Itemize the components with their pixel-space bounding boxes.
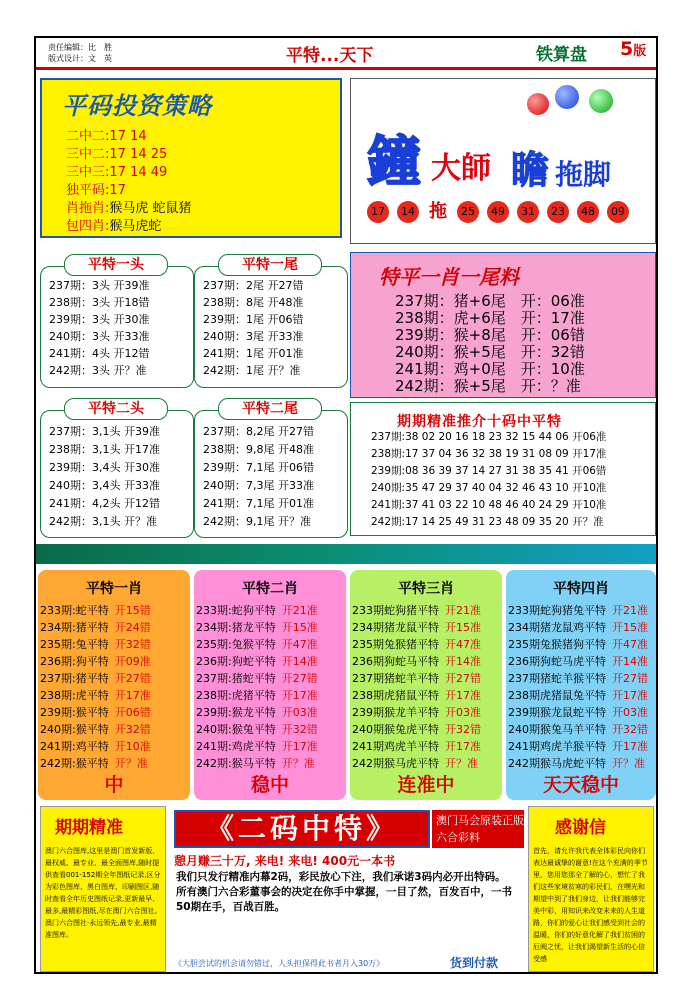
row-result: 开03准	[281, 706, 318, 719]
row-label: 242期:猴马平特	[196, 757, 276, 770]
column-four-zodiac	[506, 570, 656, 800]
row-result: 开03准	[612, 706, 648, 719]
column-row	[508, 721, 648, 738]
row-result: 开17准	[612, 689, 648, 702]
strategy-key: 包四肖:	[66, 219, 110, 234]
master-number: 09	[607, 201, 629, 223]
card-title: 平特二尾	[218, 398, 322, 420]
thanks-letter	[528, 806, 654, 972]
card-title: 平特一头	[64, 254, 168, 276]
column-row	[40, 619, 151, 636]
row-label: 241期鸡虎羊平特	[352, 740, 439, 753]
row-result: 开17准	[281, 689, 318, 702]
row-label: 241期鸡虎羊猴平特	[508, 740, 606, 753]
row-label: 238期虎猪鼠平特	[352, 689, 439, 702]
row-label: 238期:虎猪平特	[196, 689, 276, 702]
column-row	[40, 687, 151, 704]
column-row	[352, 653, 481, 670]
strategy-key: 三中二:	[66, 147, 110, 162]
row-label: 235期:兔平特	[40, 638, 109, 651]
ad-title: 《二码中特》	[174, 810, 430, 848]
divider-stripe	[36, 544, 656, 564]
record-line: 237期：8,2尾 开27错	[203, 425, 314, 438]
row-result: 开32错	[114, 723, 151, 736]
column-row	[508, 670, 648, 687]
row-result: 开03准	[445, 706, 481, 719]
row-label: 235期:兔猴平特	[196, 638, 276, 651]
master-number: 17	[367, 201, 389, 223]
column-row	[352, 687, 481, 704]
special-line: 241期：鸡+0尾 开：10准	[395, 360, 585, 378]
card-pt-wei	[194, 266, 348, 388]
column-row	[508, 619, 648, 636]
page-number-unit: 版	[633, 44, 647, 59]
column-row	[508, 636, 648, 653]
row-result: 开47准	[281, 638, 318, 651]
record-line: 242期：1尾 开？准	[203, 364, 301, 377]
column-footer: 天天稳中	[542, 774, 619, 796]
strategy-value: 17 14	[109, 129, 147, 144]
thanks-title: 感谢信	[555, 818, 606, 838]
column-title: 平特二肖	[242, 581, 298, 597]
strategy-box	[40, 78, 342, 238]
row-label: 239期猴龙羊平特	[352, 706, 439, 719]
special-line: 237期：猪+6尾 开：06准	[395, 292, 585, 310]
record-line: 237期：3,1头 开39准	[49, 425, 160, 438]
row-result: 开09准	[114, 655, 151, 668]
editor-name: 责任编辑：比 胜	[48, 43, 112, 52]
record-line: 240期：3,4头 开33准	[49, 479, 160, 492]
row-label: 240期猴兔马羊平特	[508, 723, 606, 736]
column-footer: 稳中	[250, 774, 289, 796]
ten-code-line: 237期:38 02 20 16 18 23 32 15 44 06 开06准	[371, 431, 607, 443]
record-line: 241期：1尾 开01准	[203, 347, 304, 360]
newspaper-page	[34, 36, 658, 974]
column-row	[40, 653, 151, 670]
record-line: 239期：1尾 开06错	[203, 313, 304, 326]
promo-left	[40, 806, 166, 972]
row-label: 234期猪龙鼠平特	[352, 621, 439, 634]
row-label: 240期:猴平特	[40, 723, 109, 736]
row-result: 开21准	[612, 604, 648, 617]
strategy-title: 平码投资策略	[62, 92, 212, 120]
ten-code-box	[350, 402, 656, 536]
row-label: 239期:猴平特	[40, 706, 109, 719]
row-label: 233期:蛇平特	[40, 604, 109, 617]
row-result: 开17准	[114, 689, 151, 702]
record-line: 241期：7,1尾 开01准	[203, 497, 314, 510]
column-row	[508, 602, 648, 619]
column-three-zodiac	[350, 570, 502, 800]
row-result: 开10准	[114, 740, 151, 753]
column-row	[40, 602, 151, 619]
master-number: 25	[457, 201, 479, 223]
ten-code-line: 242期:17 14 25 49 31 23 48 09 35 20 开？准	[371, 516, 604, 528]
row-label: 233期蛇狗猪兔平特	[508, 604, 606, 617]
column-row	[196, 602, 318, 619]
ad-slogan: 憩月赚三十万, 来电! 来电! 400元一本书	[174, 854, 396, 868]
card-two-wei	[194, 410, 348, 538]
card-pt-tou	[40, 266, 194, 388]
ad-box	[170, 806, 524, 972]
column-title: 平特一肖	[86, 581, 142, 597]
special-line: 238期：虎+6尾 开：17准	[395, 309, 585, 327]
row-result: 开17准	[612, 740, 648, 753]
card-two-tou	[40, 410, 194, 538]
column-row	[196, 619, 318, 636]
master-number: 23	[547, 201, 569, 223]
master-char-1: 鐘	[367, 130, 421, 193]
row-result: 开27错	[612, 672, 648, 685]
row-result: 开17准	[281, 740, 318, 753]
row-result: 开14准	[445, 655, 481, 668]
ad-payment: 货到付款	[450, 956, 499, 970]
editor-credits	[48, 42, 112, 64]
row-result: 开15错	[114, 604, 151, 617]
strategy-key: 独平码:	[66, 183, 110, 198]
record-line: 237期：2尾 开27错	[203, 279, 304, 292]
row-result: 开47准	[612, 638, 648, 651]
record-line: 239期：3,4头 开30准	[49, 461, 160, 474]
strategy-value: 17	[109, 183, 126, 198]
row-result: 开？准	[281, 757, 315, 770]
record-line: 242期：3,1头 开？准	[49, 515, 157, 528]
record-line: 237期：3头 开39准	[49, 279, 150, 292]
row-label: 239期猴龙鼠蛇平特	[508, 706, 606, 719]
master-char-3: 瞻	[511, 148, 550, 192]
row-result: 开？准	[612, 757, 645, 770]
special-box	[350, 252, 656, 398]
column-row	[40, 704, 151, 721]
master-tuo-label: 拖	[429, 201, 447, 222]
column-title: 平特三肖	[398, 581, 454, 597]
record-line: 240期：3尾 开33准	[203, 330, 304, 343]
ten-code-title: 期期精准推介十码中平特	[397, 414, 562, 430]
row-result: 开？准	[114, 757, 148, 770]
row-result: 开14准	[281, 655, 318, 668]
column-row	[40, 670, 151, 687]
strategy-row	[66, 200, 192, 218]
record-line: 240期：7,3尾 开33准	[203, 479, 314, 492]
row-result: 开27错	[114, 672, 151, 685]
row-result: 开32错	[114, 638, 151, 651]
column-row	[196, 738, 318, 755]
row-label: 233期蛇狗猪平特	[352, 604, 439, 617]
row-result: 开17准	[445, 689, 481, 702]
row-result: 开14准	[612, 655, 648, 668]
row-result: 开27错	[281, 672, 318, 685]
green-ball-icon	[589, 89, 613, 113]
row-label: 237期:猪蛇平特	[196, 672, 276, 685]
row-label: 241期:鸡平特	[40, 740, 109, 753]
column-footer: 连准中	[397, 774, 455, 796]
row-label: 237期:猪平特	[40, 672, 109, 685]
record-line: 239期：7,1尾 开06错	[203, 461, 314, 474]
record-line: 242期：3头 开？准	[49, 364, 147, 377]
column-row	[196, 721, 318, 738]
promo-left-title: 期期精准	[55, 818, 123, 838]
strategy-key: 三中三:	[66, 165, 110, 180]
brand-name: 铁算盘	[536, 45, 587, 65]
row-label: 236期:狗平特	[40, 655, 109, 668]
column-row	[508, 704, 648, 721]
row-label: 240期:猴兔平特	[196, 723, 276, 736]
blue-ball-icon	[555, 85, 579, 109]
record-line: 238期：3头 开18错	[49, 296, 150, 309]
special-title: 特平一肖一尾料	[379, 265, 519, 289]
column-row	[508, 738, 648, 755]
column-row	[40, 636, 151, 653]
row-label: 236期狗蛇马平特	[352, 655, 439, 668]
row-label: 242期猴马虎平特	[352, 757, 439, 770]
card-title: 平特一尾	[218, 254, 322, 276]
row-label: 237期猪蛇羊平特	[352, 672, 439, 685]
row-label: 234期:猪平特	[40, 621, 109, 634]
row-label: 240期猴兔虎平特	[352, 723, 439, 736]
record-line: 239期：3头 开30准	[49, 313, 150, 326]
row-label: 238期:虎平特	[40, 689, 109, 702]
column-row	[508, 653, 648, 670]
strategy-value: 猴马虎 蛇鼠猪	[109, 201, 192, 216]
row-label: 235期兔猴猪平特	[352, 638, 439, 651]
row-result: 开32错	[281, 723, 318, 736]
page-number-value: 5	[620, 38, 634, 60]
column-row	[196, 653, 318, 670]
ten-code-line: 239期:08 36 39 37 14 27 31 38 35 41 开06错	[371, 465, 607, 477]
strategy-key: 肖拖肖:	[66, 201, 110, 216]
column-one-zodiac	[38, 570, 190, 800]
column-row	[196, 687, 318, 704]
record-line: 238期：9,8尾 开48准	[203, 443, 314, 456]
page-header	[36, 38, 656, 70]
column-row	[352, 721, 481, 738]
master-number: 49	[487, 201, 509, 223]
ten-code-line: 238期:17 37 04 36 32 38 19 31 08 09 开17准	[371, 448, 607, 460]
row-label: 238期虎猪鼠兔平特	[508, 689, 606, 702]
column-row	[352, 738, 481, 755]
master-number: 14	[397, 201, 419, 223]
row-label: 237期猪蛇羊猴平特	[508, 672, 606, 685]
ad-footnote: 《大胆尝试的机会请勿错过，人头担保得此书者月入30万》	[174, 959, 385, 968]
strategy-value: 17 14 49	[109, 165, 168, 180]
row-result: 开32错	[445, 723, 481, 736]
row-result: 开15准	[281, 621, 318, 634]
promo-left-text: 澳门六合图库,这里是澳门首发新版、最权威、最专业、最全面图库,随时提供查看001-152期全年图纸记录,区分为彩色图库、黑白图库、印刷图区,随时查看全年历史图纸记录,更新最早、最多,最精彩图纸,尽在澳门六合图社。澳门六合图社·永远领先,最专业,最精准图库。	[45, 847, 162, 939]
red-ball-icon	[527, 93, 549, 115]
row-label: 236期:狗蛇平特	[196, 655, 276, 668]
row-label: 242期猴马虎蛇平特	[508, 757, 606, 770]
master-number: 31	[517, 201, 539, 223]
strategy-key: 二中二:	[66, 129, 110, 144]
column-two-zodiac	[194, 570, 346, 800]
master-number: 48	[577, 201, 599, 223]
special-line: 240期：猴+5尾 开：32错	[395, 343, 585, 361]
row-result: 开27错	[445, 672, 481, 685]
row-label: 239期:猴龙平特	[196, 706, 276, 719]
row-result: 开17准	[445, 740, 481, 753]
row-label: 241期:鸡虎平特	[196, 740, 276, 753]
column-row	[508, 687, 648, 704]
ad-side-note: 澳门马会原装正版六合彩料	[432, 810, 524, 848]
ad-paragraph: 我们只发行精准内幕2码，彩民放心下注，我们承诺3码内必开出特码。所有澳门六合彩董事会的决定在你手中掌握，一目了然，百发百中，一书50期在手，百战百胜。	[176, 871, 512, 913]
column-row	[352, 670, 481, 687]
row-result: 开06错	[114, 706, 151, 719]
special-line: 242期：猴+5尾 开：？准	[395, 377, 581, 395]
row-label: 236期狗蛇马虎平特	[508, 655, 606, 668]
thanks-text: 首先，请允许我代表全体彩民向你们表达最诚挚的谢意!在这个充满的季节里，您用您那全了解的心，想忙了我们这些家境贫寒的彩民们，在嘿光和期望中到了我们身边，让我们能够完美中彩，用知识来改变未来的人生道路，你们的爱心让我们感受到社会的温暖，你们的好意化解了我们贫困的厄阀之忧，让我们渴望新生活的心信受感	[533, 847, 648, 963]
page-number	[620, 38, 646, 60]
column-title: 平特四肖	[553, 581, 609, 597]
ten-code-line: 240期:35 47 29 37 40 04 32 46 43 10 开10准	[371, 482, 607, 494]
row-result: 开15准	[612, 621, 648, 634]
row-label: 234期猪龙鼠鸡平特	[508, 621, 606, 634]
row-result: 开21准	[281, 604, 318, 617]
row-label: 233期:蛇狗平特	[196, 604, 276, 617]
row-label: 234期:猪龙平特	[196, 621, 276, 634]
record-line: 241期：4,2头 开12错	[49, 497, 160, 510]
record-line: 238期：3,1头 开17准	[49, 443, 160, 456]
ten-code-line: 241期:37 41 03 22 10 48 46 40 24 29 开10准	[371, 499, 607, 511]
record-line: 238期：8尾 开48准	[203, 296, 304, 309]
row-result: 开32错	[612, 723, 648, 736]
column-row	[196, 704, 318, 721]
card-title: 平特二头	[64, 398, 168, 420]
strategy-row	[66, 182, 126, 200]
column-footer: 中	[104, 774, 124, 796]
column-row	[40, 721, 151, 738]
row-result: 开15准	[445, 621, 481, 634]
row-result: 开24错	[114, 621, 151, 634]
column-row	[352, 704, 481, 721]
strategy-row	[66, 128, 147, 146]
strategy-row	[66, 164, 167, 182]
designer-name: 版式设计：文 英	[48, 54, 112, 63]
record-line: 240期：3头 开33准	[49, 330, 150, 343]
strategy-row	[66, 146, 167, 164]
column-row	[352, 619, 481, 636]
column-row	[352, 636, 481, 653]
special-line: 239期：猴+8尾 开：06错	[395, 326, 585, 344]
strategy-row	[66, 218, 161, 236]
strategy-value: 17 14 25	[109, 147, 168, 162]
record-line: 242期：9,1尾 开？准	[203, 515, 311, 528]
column-row	[352, 602, 481, 619]
row-result: 开47准	[445, 638, 481, 651]
row-result: 开21准	[445, 604, 481, 617]
column-row	[196, 636, 318, 653]
master-char-2: 大師	[431, 151, 491, 186]
master-char-4: 拖脚	[555, 158, 612, 191]
column-row	[40, 738, 151, 755]
page-title: 平特...天下	[286, 46, 374, 66]
strategy-value: 猴马虎蛇	[109, 219, 162, 234]
row-label: 242期:猴平特	[40, 757, 109, 770]
row-result: 开？准	[445, 757, 478, 770]
row-label: 235期兔猴猪狗平特	[508, 638, 606, 651]
record-line: 241期：4头 开12错	[49, 347, 150, 360]
column-row	[196, 670, 318, 687]
master-box	[350, 78, 656, 244]
